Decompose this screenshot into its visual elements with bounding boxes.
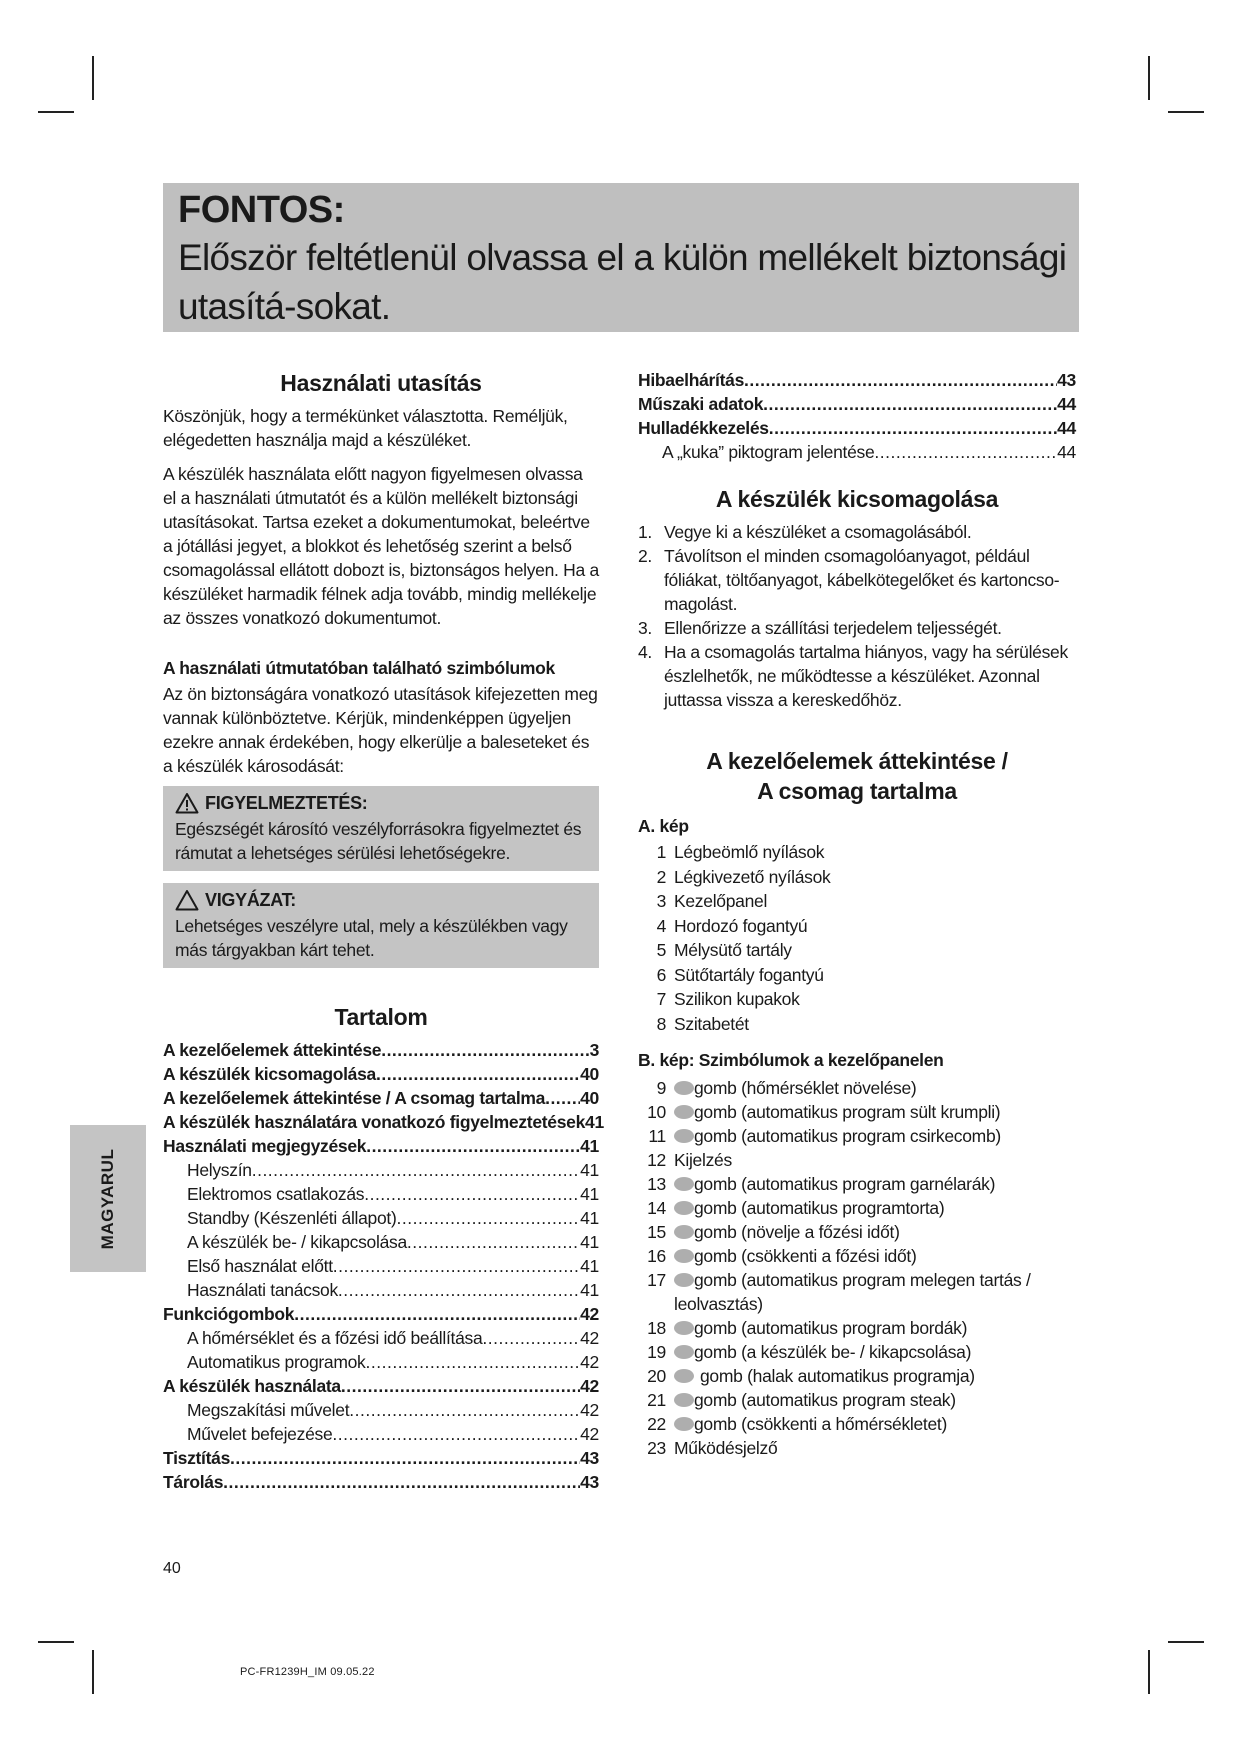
- caution-title: VIGYÁZAT:: [205, 890, 296, 910]
- toc-subentry: Automatikus programok ..... 42: [163, 1350, 599, 1374]
- caution-text: Lehetséges veszélyre utal, mely a készülékben vagy más tárgyakban kárt tehet.: [175, 916, 568, 960]
- list-item: 5 Mélysütő tartály: [656, 940, 792, 960]
- warning-box: [163, 786, 599, 871]
- list-item: 16 gomb (csökkenti a főzési időt): [647, 1246, 917, 1266]
- list-item: 23 Működésjelző: [647, 1438, 778, 1458]
- list-item: 15 gomb (növelje a főzési időt): [647, 1222, 900, 1242]
- crop-mark: [38, 111, 74, 113]
- crop-mark: [1148, 1650, 1150, 1694]
- toc-subentry: Első használat előtt ..... 41: [163, 1254, 599, 1278]
- toc-entry: A készülék használata ..... 42: [163, 1374, 599, 1398]
- toc-entry: A készülék kicsomagolása ..... 40: [163, 1062, 599, 1086]
- list-item: 7 Szilikon kupakok: [656, 989, 800, 1009]
- list-item: 21 gomb (automatikus program steak): [647, 1390, 956, 1410]
- figure-a-label: A. kép: [638, 816, 689, 836]
- list-item: 12 Kijelzés: [647, 1150, 732, 1170]
- list-item: 14 gomb (automatikus programtorta): [647, 1198, 945, 1218]
- toc-subentry: Standby (Készenléti állapot) ..... 41: [163, 1206, 599, 1230]
- language-tab: [70, 1125, 146, 1272]
- parts-list: [638, 840, 1076, 1036]
- warning-icon: [175, 792, 199, 814]
- toc-entry: Műszaki adatok ..... 44: [638, 392, 1076, 416]
- list-item: 19 gomb (a készülék be- / kikapcsolása): [647, 1342, 972, 1362]
- crop-mark: [1148, 56, 1150, 100]
- intro-text: Köszönjük, hogy a termékünket választotta. Reméljük, elégedetten használja majd a készüléket.: [163, 406, 568, 450]
- button-symbol-icon: [674, 1393, 694, 1407]
- overview-heading: A kezelőelemek áttekintése / A csomag tartalma: [706, 748, 1008, 804]
- warning-text: Egészségét károsító veszélyforrásokra figyelmeztet és rámutat a lehetséges sérülési lehetőségekre.: [175, 819, 582, 863]
- toc-entry: A készülék használatára vonatkozó figyelmeztetések 41: [163, 1112, 604, 1132]
- button-symbol-icon: [674, 1201, 694, 1215]
- list-item: 18 gomb (automatikus program bordák): [647, 1318, 968, 1338]
- crop-mark: [92, 56, 94, 100]
- warning-title: FIGYELMEZTETÉS:: [205, 793, 368, 813]
- toc-subentry: A készülék be- / kikapcsolása ..... 41: [163, 1230, 599, 1254]
- toc-subentry: Elektromos csatlakozás ..... 41: [163, 1182, 599, 1206]
- list-item: 4. Ha a csomagolás tartalma hiányos, vagy ha sérülések észlelhetők, ne működtesse a készüléket. Azonnal juttassa vissza a kereskedőhöz.: [638, 642, 1068, 710]
- toc-continued: [638, 368, 1076, 464]
- crop-mark: [92, 1650, 94, 1694]
- banner-text: Először feltétlenül olvassa el a külön mellékelt biztonsági utasítá-sokat.: [178, 237, 1067, 327]
- manual-heading: Használati utasítás: [280, 370, 482, 396]
- list-item: 9 gomb (hőmérséklet növelése): [656, 1078, 917, 1098]
- list-item: 13 gomb (automatikus program garnélarák): [647, 1174, 996, 1194]
- banner-title: FONTOS:: [178, 189, 345, 231]
- button-symbol-icon: [674, 1273, 694, 1287]
- button-symbol-icon: [674, 1225, 694, 1239]
- symbols-text: Az ön biztonságára vonatkozó utasítások kifejezetten meg vannak különböztetve. Kérjük, mindenképpen ügyeljen ezekre annak érdekében, hogy elkerülje a baleseteket és a készülék károsodását:: [163, 684, 598, 776]
- toc-subentry: Helyszín ..... 41: [163, 1158, 599, 1182]
- list-item: 10 gomb (automatikus program sült krumpli): [647, 1102, 1001, 1122]
- button-symbol-icon: [674, 1345, 694, 1359]
- list-item: 3. Ellenőrizze a szállítási terjedelem teljességét.: [638, 618, 1002, 638]
- unpack-heading: A készülék kicsomagolása: [715, 486, 999, 512]
- toc-subentry: Művelet befejezése ..... 42: [163, 1422, 599, 1446]
- caution-icon: [175, 889, 199, 911]
- toc-entry: Funkciógombok ..... 42: [163, 1302, 599, 1326]
- list-item: 17 gomb (automatikus program melegen tartás / leolvasztás): [647, 1270, 1031, 1314]
- footer-code: PC-FR1239H_IM 09.05.22: [240, 1666, 375, 1678]
- page-number: 40: [163, 1560, 181, 1577]
- toc-subentry: Használati tanácsok ..... 41: [163, 1278, 599, 1302]
- toc-subentry: A „kuka” piktogram jelentése ..... 44: [638, 440, 1076, 464]
- list-item: 6 Sütőtartály fogantyú: [656, 964, 824, 985]
- toc-entry: Hulladékkezelés ..... 44: [638, 416, 1076, 440]
- list-item: 3 Kezelőpanel: [656, 891, 768, 911]
- crop-mark: [1168, 111, 1204, 113]
- symbols-heading: A használati útmutatóban található szimbólumok: [163, 658, 555, 678]
- toc-subentry: Megszakítási művelet ..... 42: [163, 1398, 599, 1422]
- button-symbol-icon: [674, 1177, 694, 1191]
- fish-icon: [674, 1369, 694, 1383]
- button-symbol-icon: [674, 1417, 694, 1431]
- list-item: 11 gomb (automatikus program csirkecomb): [648, 1126, 1001, 1146]
- left-column: [163, 368, 604, 1494]
- crop-mark: [1168, 1641, 1204, 1643]
- important-banner: [163, 183, 1079, 332]
- button-symbol-icon: [674, 1249, 694, 1263]
- button-symbol-icon: [674, 1129, 694, 1143]
- button-symbol-icon: [674, 1081, 694, 1095]
- unpack-steps: [638, 520, 1076, 712]
- symbols-list: [638, 1076, 1076, 1460]
- crop-mark: [38, 1641, 74, 1643]
- right-column: [638, 368, 1076, 1460]
- list-item: 4 Hordozó fogantyú: [656, 915, 808, 936]
- list-item: 1. Vegye ki a készüléket a csomagolásából.: [638, 522, 972, 542]
- toc-entry: A kezelőelemek áttekintése ..... 3: [163, 1038, 599, 1062]
- button-symbol-icon: [674, 1105, 694, 1119]
- list-item: 2 Légkivezető nyílások: [656, 866, 831, 887]
- list-item: 20 gomb (halak automatikus programja): [647, 1366, 975, 1386]
- list-item: 22 gomb (csökkenti a hőmérsékletet): [647, 1414, 948, 1434]
- toc-entry: Tisztítás ..... 43: [163, 1446, 599, 1470]
- toc-subentry: A hőmérséklet és a főzési idő beállítása ..... 42: [163, 1326, 599, 1350]
- list-item: 1 Légbeömlő nyílások: [656, 842, 825, 862]
- button-symbol-icon: [674, 1321, 694, 1335]
- toc-entry: Hibaelhárítás ..... 43: [638, 368, 1076, 392]
- toc-entry: A kezelőelemek áttekintése / A csomag tartalma ..... 40: [163, 1086, 599, 1110]
- caution-box: [163, 883, 599, 968]
- figure-b-label: B. kép: Szimbólumok a kezelőpanelen: [638, 1050, 944, 1070]
- toc-entry: Tárolás ..... 43: [163, 1470, 599, 1494]
- list-item: 2. Távolítson el minden csomagolóanyagot, például fóliákat, töltőanyagot, kábelkötegelőket és kartoncso-magolást.: [638, 546, 1060, 614]
- list-item: 8 Szitabetét: [656, 1013, 749, 1034]
- language-label: MAGYARUL: [98, 1148, 117, 1249]
- intro-paragraph: A készülék használata előtt nagyon figyelmesen olvassa el a használati útmutatót és a külön mellékelt biztonsági utasításokat. Tartsa ezeket a dokumentumokat, beleértve a jótállási jegyet, a blokkot és lehetőség szerint a belső csomagolással ellátott dobozt is, biztonságos helyen. Ha a készüléket harmadik félnek adja tovább, mindig mellékelje az összes vonatkozó dokumentumot.: [163, 464, 599, 628]
- toc-entry: Használati megjegyzések ..... 41: [163, 1134, 599, 1158]
- toc-heading: Tartalom: [334, 1004, 428, 1030]
- toc-list: [163, 1038, 604, 1494]
